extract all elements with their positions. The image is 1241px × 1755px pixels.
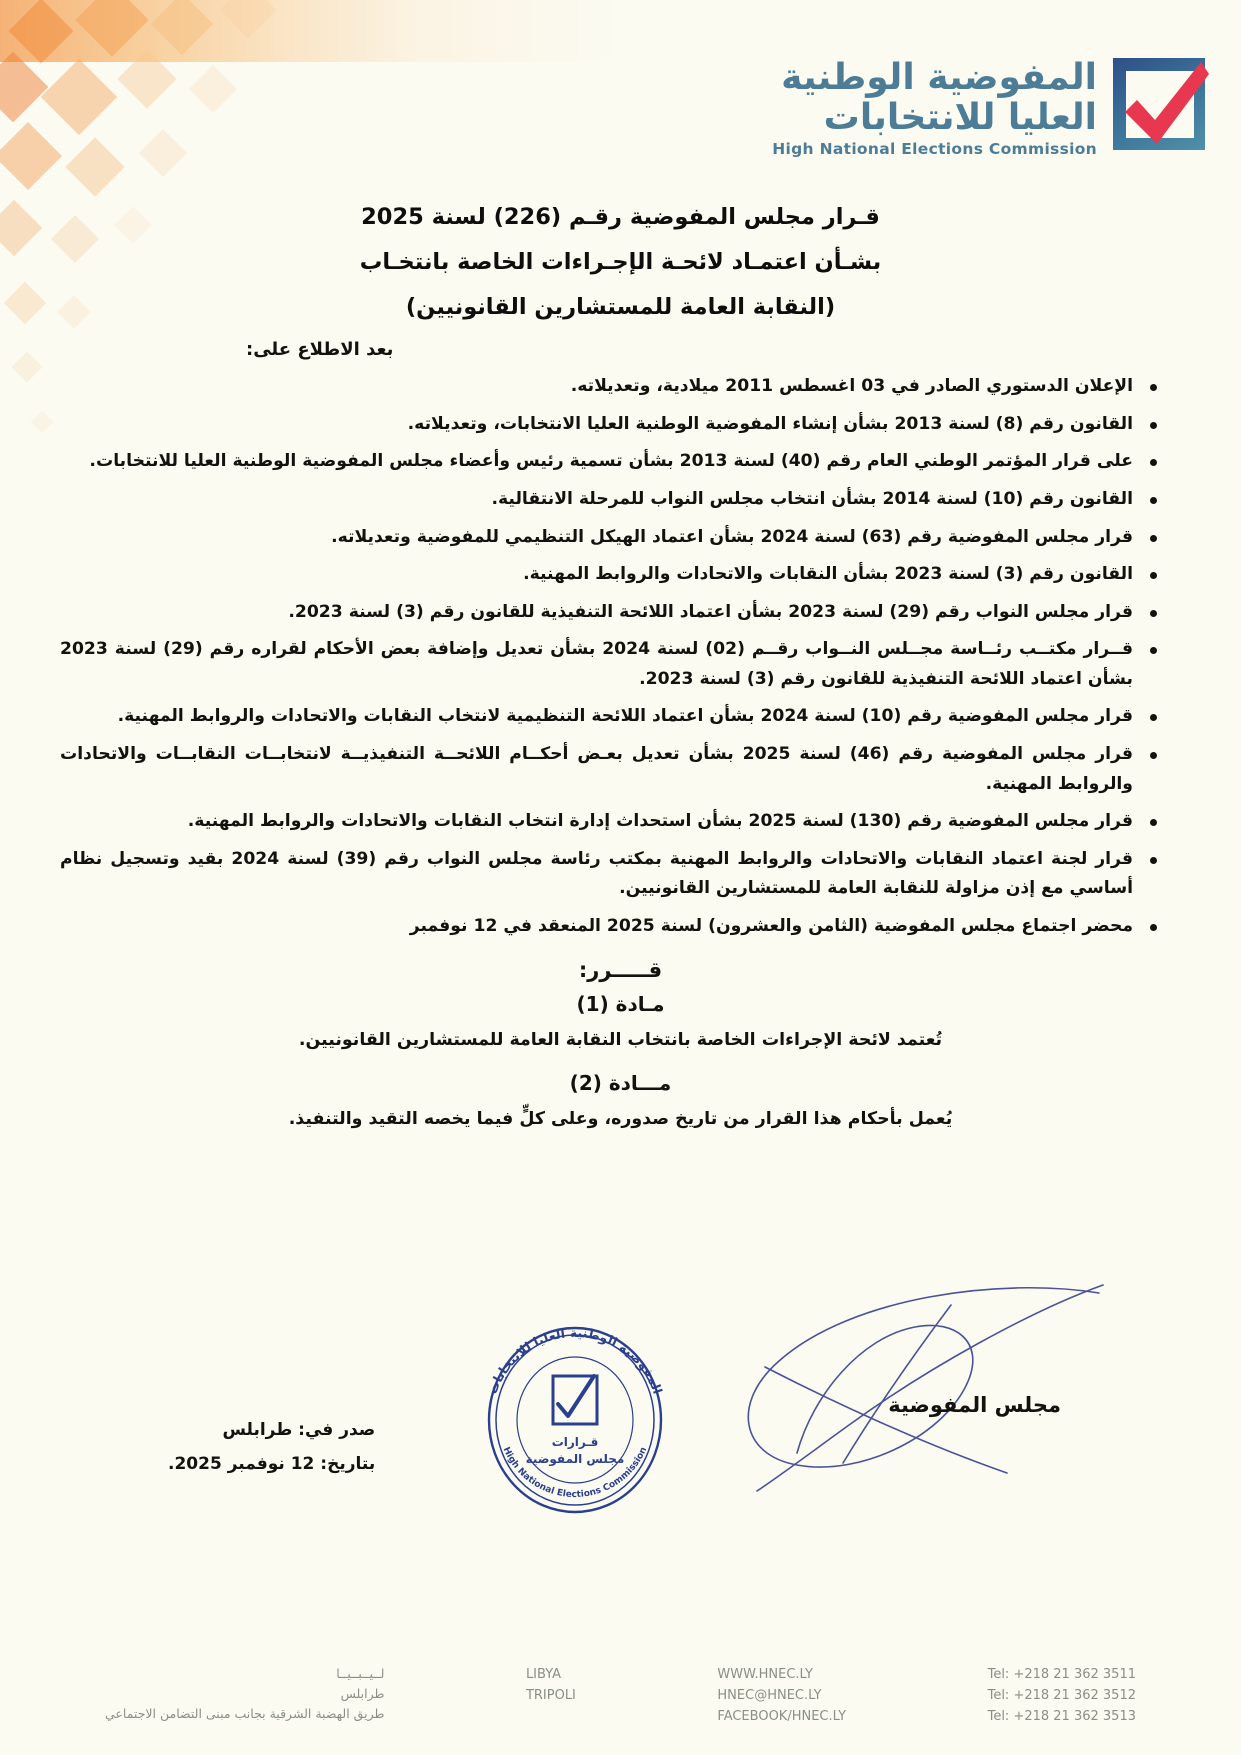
list-item: قرار مجلس المفوضية رقم (63) لسنة 2024 بشأن اعتماد الهيكل التنظيمي للمفوضية وتعديلاته. xyxy=(60,523,1169,553)
ballot-checkmark-icon xyxy=(1113,58,1205,150)
decision-title xyxy=(60,205,1181,319)
list-item: قــرار مكتــب رئــاسة مجــلس النــواب رقــم (02) لسنة 2024 بشأن تعديل وإضافة بعض الأحكام لقراره رقم (29) لسنة 2023 بشأن اعتماد اللائحة التنفيذية للقانون رقم (3) لسنة 2023. xyxy=(60,635,1169,694)
signature-council-label: مجلس المفوضية xyxy=(888,1393,1061,1417)
title-line-1: قـرار مجلس المفوضية رقـم (226) لسنة 2025 xyxy=(361,204,880,230)
footer-email[interactable]: HNEC@HNEC.LY xyxy=(717,1687,822,1703)
list-item: القانون رقم (3) لسنة 2023 بشأن النقابات والاتحادات والروابط المهنية. xyxy=(60,560,1169,590)
hnec-logo-header xyxy=(772,58,1205,158)
list-item: محضر اجتماع مجلس المفوضية (الثامن والعشرون) لسنة 2025 المنعقد في 12 نوفمبر xyxy=(60,912,1169,942)
svg-text:مجلس المفوضية: مجلس المفوضية xyxy=(525,1452,625,1466)
whereas-list xyxy=(60,372,1181,941)
title-line-2: بشـأن اعتمـاد لائحـة الإجـراءات الخاصة بانتخـاب xyxy=(359,248,882,275)
issue-place: صدر في: طرابلس xyxy=(222,1420,376,1440)
list-item: قرار مجلس المفوضية رقم (10) لسنة 2024 بشأن اعتماد اللائحة التنظيمية لانتخاب النقابات والاتحادات والروابط المهنية. xyxy=(60,702,1169,732)
footer-tel-3: Tel: +218 21 362 3513 xyxy=(987,1708,1136,1724)
footer-country-en: LIBYA xyxy=(525,1666,562,1682)
footer-city-ar: طرابلس xyxy=(340,1686,385,1702)
issue-details xyxy=(168,1413,375,1481)
footer-facebook[interactable]: FACEBOOK/HNEC.LY xyxy=(717,1708,847,1724)
handwritten-signature xyxy=(701,1275,1121,1495)
article-1-body: تُعتمد لائحة الإجراءات الخاصة بانتخاب النقابة العامة للمستشارين القانونيين. xyxy=(298,1029,943,1050)
preamble-label: بعد الاطلاع على: xyxy=(246,339,394,361)
list-item: قرار مجلس المفوضية رقم (130) لسنة 2025 بشأن استحداث إدارة انتخاب النقابات والاتحادات والروابط المهنية. xyxy=(60,807,1169,837)
footer-address-ar: طريق الهضبة الشرقية بجانب مبنى التضامن الاجتماعي xyxy=(105,1706,385,1722)
official-seal-stamp xyxy=(470,1320,680,1520)
list-item: على قرار المؤتمر الوطني العام رقم (40) لسنة 2013 بشأن تسمية رئيس وأعضاء مجلس المفوضية الوطنية العليا للانتخابات. xyxy=(60,447,1169,477)
list-item: الإعلان الدستوري الصادر في 03 اغسطس 2011 ميلادية، وتعديلاته. xyxy=(60,372,1169,402)
footer-tel-2: Tel: +218 21 362 3512 xyxy=(987,1687,1136,1703)
list-item: قرار مجلس النواب رقم (29) لسنة 2023 بشأن اعتماد اللائحة التنفيذية للقانون رقم (3) لسنة 2023. xyxy=(60,598,1169,628)
list-item: القانون رقم (10) لسنة 2014 بشأن انتخاب مجلس النواب للمرحلة الانتقالية. xyxy=(60,485,1169,515)
logo-arabic-line1: المفوضية الوطنية xyxy=(781,57,1097,98)
footer-telephones xyxy=(988,1664,1136,1727)
footer-country-ar: لــيــبــيــا xyxy=(336,1665,385,1681)
footer-city-en: TRIPOLI xyxy=(525,1687,576,1703)
footer-place-english xyxy=(526,1664,576,1706)
article-1-heading: مـادة (1) xyxy=(576,991,665,1016)
svg-text:High National Elections Commis: High National Elections Commission xyxy=(500,1445,650,1500)
issue-date: بتاريخ: 12 نوفمبر 2025. xyxy=(168,1454,376,1474)
footer-tel-1: Tel: +218 21 362 3511 xyxy=(987,1666,1136,1682)
page-footer xyxy=(0,1664,1241,1727)
logo-arabic-line2: العليا للانتخابات xyxy=(823,97,1097,138)
logo-text-group xyxy=(772,58,1097,158)
logo-english-name: High National Elections Commission xyxy=(772,140,1097,158)
footer-website[interactable]: WWW.HNEC.LY xyxy=(717,1666,813,1682)
decides-heading: قـــــرر: xyxy=(578,957,663,982)
footer-place-arabic xyxy=(105,1664,384,1725)
article-2-body: يُعمل بأحكام هذا القرار من تاريخ صدوره، وعلى كلٍّ فيما يخصه التقيد والتنفيذ. xyxy=(288,1109,953,1130)
header-gradient-band xyxy=(0,0,620,62)
footer-web-contacts xyxy=(717,1664,846,1727)
document-body xyxy=(0,205,1241,1151)
list-item: قرار لجنة اعتماد النقابات والاتحادات والروابط المهنية بمكتب رئاسة مجلس النواب رقم (39) لسنة 2024 بقيد وتسجيل نظام أساسي مع إذن مزاولة للنقابة العامة للمستشارين القانونيين. xyxy=(60,845,1169,904)
list-item: قرار مجلس المفوضية رقم (46) لسنة 2025 بشأن تعديل بعـض أحكــام اللائحــة التنفيذيــة لانتخابــات النقابــات والاتحادات والروابط المهنية. xyxy=(60,740,1169,799)
signature-area xyxy=(0,1265,1241,1515)
svg-text:قـرارات: قـرارات xyxy=(551,1435,599,1449)
svg-text:المفوضية الوطنية العليا للانتخ: المفوضية الوطنية العليا للانتخابات xyxy=(484,1324,666,1396)
title-line-3: (النقابة العامة للمستشارين القانونيين) xyxy=(405,293,836,320)
list-item: القانون رقم (8) لسنة 2013 بشأن إنشاء المفوضية الوطنية العليا الانتخابات، وتعديلاته. xyxy=(60,410,1169,440)
article-2-heading: مـــادة (2) xyxy=(569,1071,672,1096)
